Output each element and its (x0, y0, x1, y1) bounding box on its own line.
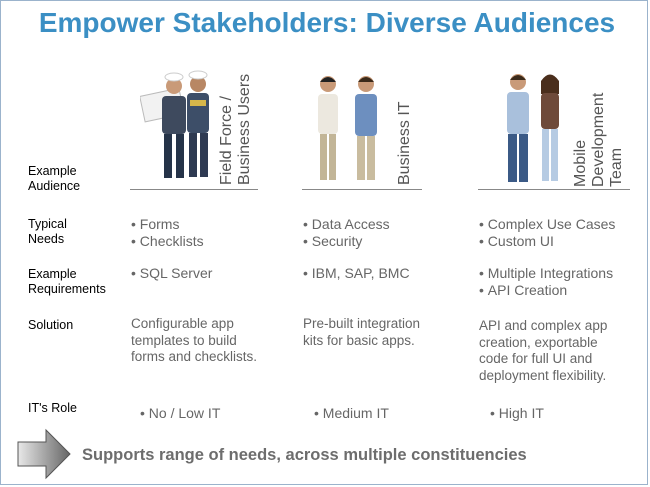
row-label-requirements: Example Requirements (28, 267, 106, 296)
row-label-solution: Solution (28, 318, 74, 332)
row-label-audience: Example Audience (28, 164, 81, 193)
needs-col-3: • Complex Use Cases • Custom UI (479, 216, 615, 250)
solution-col-2: Pre-built integration kits for basic apps. (303, 316, 421, 348)
audience-label-field-force: Field Force / Business Users (218, 73, 253, 185)
requirements-col-3: • Multiple Integrations • API Creation (479, 265, 613, 299)
role-col-2: • Medium IT (314, 405, 389, 422)
row-label-needs: Typical Needs (28, 217, 67, 246)
footer-tagline: Supports range of needs, across multiple constituencies (82, 446, 527, 464)
needs-col-2: • Data Access • Security (303, 216, 390, 250)
business-it-image (308, 74, 388, 186)
requirements-col-1: • SQL Server (131, 265, 212, 282)
audience-divider-1 (130, 189, 258, 190)
audience-divider-3 (478, 189, 630, 190)
audience-label-mobile-dev: Mobile Development Team (572, 92, 625, 187)
mobile-dev-team-image (500, 72, 570, 188)
solution-col-3: API and complex app creation, exportable code for full UI and deployment flexibility. (479, 318, 608, 383)
audience-label-business-it: Business IT (396, 101, 413, 185)
role-col-3: • High IT (490, 405, 544, 422)
arrow-right-icon (16, 428, 72, 480)
requirements-col-2: • IBM, SAP, BMC (303, 265, 410, 282)
field-workers-image (140, 62, 220, 184)
needs-col-1: • Forms • Checklists (131, 216, 204, 250)
row-label-role: IT's Role (28, 401, 77, 415)
solution-col-1: Configurable app templates to build forms and checklists. (131, 316, 258, 364)
audience-divider-2 (302, 189, 422, 190)
slide-title: Empower Stakeholders: Diverse Audiences (38, 7, 616, 38)
role-col-1: • No / Low IT (140, 405, 220, 422)
